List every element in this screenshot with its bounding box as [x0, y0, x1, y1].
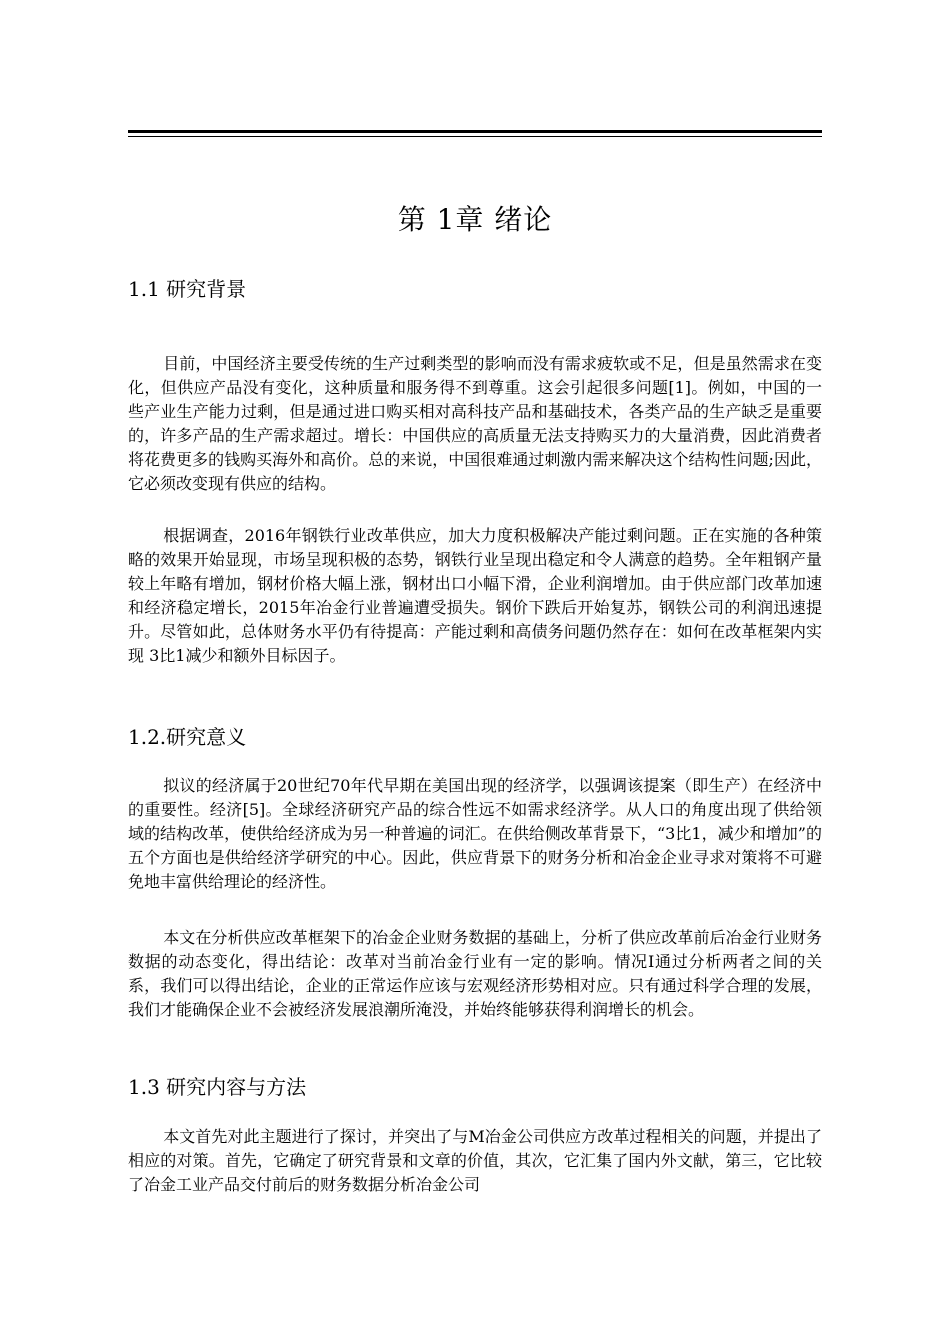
paragraph-1-2-1: 拟议的经济属于20世纪70年代早期在美国出现的经济学，以强调该提案（即生产）在经济中的重要性。经济[5]。全球经济研究产品的综合性远不如需求经济学。从人口的角度出现了供给领域的结构改革，使供给经济成为另一种普遍的词汇。在供给侧改革背景下，“3比1，减少和增加”的五个方面也是供给经济学研究的中心。因此，供应背景下的财务分析和冶金企业寻求对策将不可避免地丰富供给理论的经济性。	[128, 776, 822, 892]
paragraph-1-1-1: 目前，中国经济主要受传统的生产过剩类型的影响而没有需求疲软或不足，但是虽然需求在变化，但供应产品没有变化，这种质量和服务得不到尊重。这会引起很多问题[1]。例如，中国的一些产业生产能力过剩，但是通过进口购买相对高科技产品和基础技术，各类产品的生产缺乏是重要的，许多产品的生产需求超过。增长：中国供应的高质量无法支持购买力的大量消费，因此消费者将花费更多的钱购买海外和高价。总的来说，中国很难通过刺激内需来解决这个结构性问题;因此，它必须改变现有供应的结构。	[128, 354, 822, 494]
header-rule-thick	[128, 130, 822, 133]
paragraph-1-3-1: 本文首先对此主题进行了探讨，并突出了与M冶金公司供应方改革过程相关的问题，并提出了相应的对策。首先，它确定了研究背景和文章的价值，其次，它汇集了国内外文献，第三，它比较了冶金工业产品交付前后的财务数据分析冶金公司	[128, 1127, 822, 1195]
section-heading-1-3: 1.3 研究内容与方法	[128, 1075, 307, 1099]
chapter-title: 第 1章 绪论	[397, 203, 553, 236]
header-rule-thin	[128, 136, 822, 137]
section-heading-1-1: 1.1 研究背景	[128, 277, 247, 301]
section-heading-1-2: 1.2.研究意义	[128, 725, 247, 749]
paragraph-1-2-2: 本文在分析供应改革框架下的冶金企业财务数据的基础上，分析了供应改革前后冶金行业财务数据的动态变化，得出结论：改革对当前冶金行业有一定的影响。情况I通过分析两者之间的关系，我们可以得出结论，企业的正常运作应该与宏观经济形势相对应。只有通过科学合理的发展，我们才能确保企业不会被经济发展浪潮所淹没，并始终能够获得利润增长的机会。	[128, 928, 822, 1020]
paragraph-1-1-2: 根据调查，2016年钢铁行业改革供应，加大力度积极解决产能过剩问题。正在实施的各种策略的效果开始显现，市场呈现积极的态势，钢铁行业呈现出稳定和令人满意的趋势。全年粗钢产量较上年略有增加，钢材价格大幅上涨，钢材出口小幅下滑，企业利润增加。由于供应部门改革加速和经济稳定增长，2015年冶金行业普遍遭受损失。钢价下跌后开始复苏，钢铁公司的利润迅速提升。尽管如此，总体财务水平仍有待提高：产能过剩和高债务问题仍然存在：如何在改革框架内实现 3比1减少和额外目标因子。	[128, 526, 822, 666]
